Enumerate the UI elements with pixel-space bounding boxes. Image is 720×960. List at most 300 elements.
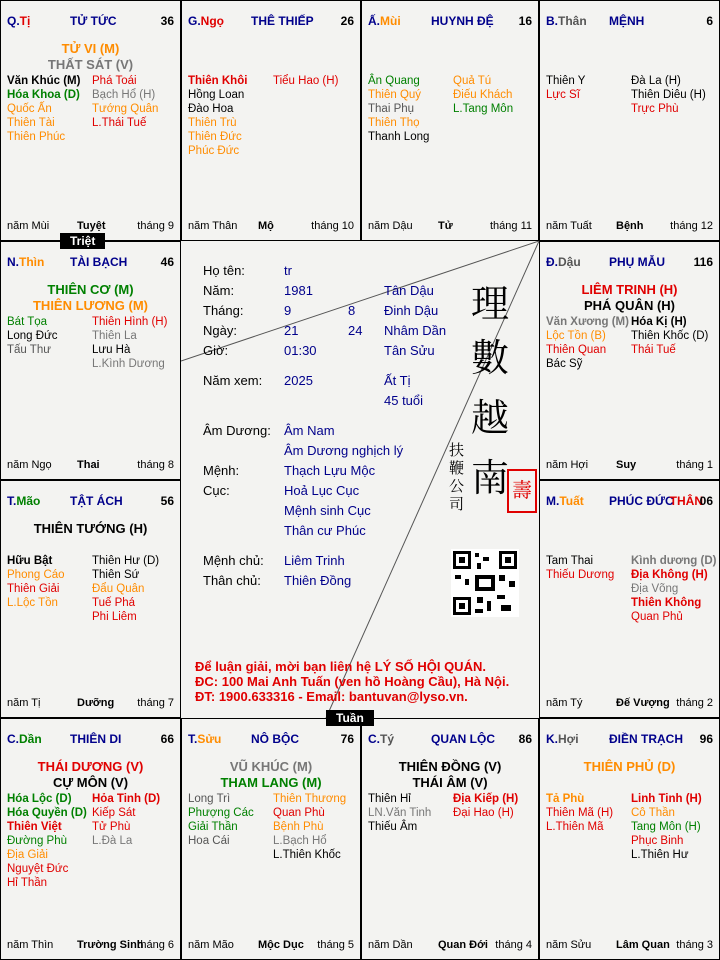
main-stars	[1, 759, 180, 791]
minor-star: Thiên Thương	[273, 793, 347, 805]
palace-name: MỆNH	[609, 14, 645, 28]
stem-text: C.	[7, 732, 19, 746]
palace-footer	[7, 939, 174, 953]
palace-year: năm Mùi	[7, 220, 50, 232]
minor-stars-right	[453, 792, 518, 820]
palace-stem	[368, 732, 394, 746]
minor-star: Lộc Tồn (B)	[546, 330, 606, 342]
palace-age: 06	[699, 494, 713, 508]
palace-stage: Mộ	[258, 220, 274, 232]
contact-line-3: ĐT: 1900.633316 - Email: bantuvan@lyso.vn.	[195, 689, 468, 704]
minor-star: Thiên Quan	[546, 344, 607, 356]
palace-name: THIÊN DI	[70, 732, 122, 746]
palace-year: năm Tị	[7, 697, 41, 709]
hour-lunar: Tân Sửu	[384, 343, 435, 358]
palace-year: năm Dậu	[368, 220, 413, 232]
palace-age: 76	[340, 732, 354, 746]
palace-header	[7, 732, 174, 748]
minor-star: Đào Hoa	[188, 103, 234, 115]
minor-star: Thiếu Âm	[368, 821, 418, 833]
palace-footer	[188, 220, 354, 234]
minor-star: Phượng Các	[188, 807, 254, 819]
palace-stem	[546, 732, 579, 746]
minor-star: Hóa Quyền (D)	[7, 807, 87, 819]
palace-cell-mui	[361, 0, 539, 241]
minor-star: Tấu Thư	[7, 344, 51, 356]
minor-star: Quốc Ấn	[7, 103, 52, 115]
day-solar: 21	[284, 323, 299, 338]
palace-age: 46	[160, 255, 174, 269]
minor-stars-left	[7, 792, 87, 890]
minor-star: Tuế Phá	[92, 597, 136, 609]
view-age: 45 tuổi	[384, 393, 424, 408]
year-lunar: Tân Dậu	[384, 283, 434, 298]
palace-name: TẬT ÁCH	[70, 494, 123, 508]
minor-star: Văn Xương (M)	[546, 316, 629, 328]
branch-text: Thân	[558, 14, 587, 28]
minor-star: Tiểu Hao (H)	[273, 75, 339, 87]
palace-header	[546, 255, 713, 271]
palace-footer	[546, 939, 713, 953]
stem-text: Đ.	[546, 255, 558, 269]
main-star: CỰ MÔN (V)	[52, 775, 129, 790]
minor-stars-right	[273, 792, 346, 862]
main-star: THÁI ÂM (V)	[412, 775, 488, 790]
palace-header	[546, 494, 713, 510]
palace-year: năm Hợi	[546, 459, 589, 471]
palace-age: 116	[693, 255, 713, 269]
palace-header	[546, 14, 713, 30]
palace-month: tháng 2	[676, 697, 713, 709]
minor-star: Giải Thần	[188, 821, 238, 833]
palace-cell-ty2	[361, 718, 539, 960]
minor-star: Đại Hao (H)	[453, 807, 514, 819]
palace-header	[546, 732, 713, 748]
minor-star: Phong Cáo	[7, 569, 65, 581]
cuc-note-2: Thân cư Phúc	[284, 523, 366, 538]
contact-line-2: ĐC: 100 Mai Anh Tuấn (ven hồ Hoàng Cầu), Hà Nội.	[195, 674, 510, 689]
minor-star: Lực Sĩ	[546, 89, 580, 101]
day-lunar: Nhâm Dần	[384, 323, 447, 338]
palace-stem	[188, 732, 221, 746]
palace-header	[7, 14, 174, 30]
palace-cell-suu	[181, 718, 361, 960]
minor-star: Hóa Lộc (D)	[7, 793, 72, 805]
minor-stars-right	[273, 74, 338, 88]
day-label: Ngày:	[203, 323, 237, 338]
qr-code-icon[interactable]	[451, 549, 519, 617]
minor-star: L.Kình Dương	[92, 358, 165, 370]
palace-header	[188, 732, 354, 748]
palace-header	[368, 732, 532, 748]
palace-stage: Lâm Quan	[616, 939, 670, 951]
palace-stem	[7, 732, 42, 746]
palace-year: năm Thìn	[7, 939, 54, 951]
main-stars	[540, 282, 719, 314]
minor-star: Quan Phù	[273, 807, 325, 819]
minor-star: Đường Phù	[7, 835, 67, 847]
minor-star: Thiên Sứ	[92, 569, 140, 581]
stem-text: B.	[546, 14, 558, 28]
minor-star: Thiên Quý	[368, 89, 422, 101]
seal-char-4: 南	[471, 456, 510, 500]
minor-star: Hóa Kị (H)	[631, 316, 687, 328]
minor-star: Lưu Hà	[92, 344, 131, 356]
main-star: TỬ VI (M)	[61, 41, 120, 56]
minor-star: Thiên Giải	[7, 583, 60, 595]
palace-month: tháng 5	[317, 939, 354, 951]
amduong-value: Âm Nam	[284, 423, 335, 438]
palace-age: 96	[699, 732, 713, 746]
main-stars	[1, 282, 180, 314]
palace-age: 56	[160, 494, 174, 508]
minor-star: L.Lộc Tồn	[7, 597, 58, 609]
stem-text: C.	[368, 732, 380, 746]
palace-footer	[7, 697, 174, 711]
palace-stem	[7, 255, 44, 269]
minor-star: Phi Liêm	[92, 611, 137, 623]
minor-star: Bạch Hổ (H)	[92, 89, 156, 101]
palace-stage: Đế Vượng	[616, 697, 670, 709]
minor-star: Bát Tọa	[7, 316, 48, 328]
minor-star: Thiên Khôi	[188, 75, 248, 87]
minor-stars-right	[92, 315, 167, 371]
cuc-label: Cục:	[203, 483, 230, 498]
main-star: THIÊN CƠ (M)	[47, 282, 134, 297]
palace-name: HUYNH ĐỆ	[431, 14, 494, 28]
minor-star: Thiên Diêu (H)	[631, 89, 706, 101]
minor-star: Thiên Đức	[188, 131, 242, 143]
palace-month: tháng 11	[489, 220, 532, 232]
branch-text: Dần	[19, 732, 42, 746]
palace-month: tháng 9	[137, 220, 174, 232]
minor-star: Thiên Hư (D)	[92, 555, 160, 567]
minor-star: Hữu Bật	[7, 555, 53, 567]
palace-cell-ty	[0, 0, 181, 241]
palace-year: năm Mão	[188, 939, 234, 951]
year-label: Năm:	[203, 283, 235, 298]
palace-footer	[368, 939, 532, 953]
branch-text: Hợi	[558, 732, 579, 746]
minor-star: Thiên Việt	[7, 821, 62, 833]
minor-star: Thiên Khốc (D)	[631, 330, 709, 342]
minor-stars-right	[631, 792, 702, 862]
palace-stem	[546, 14, 587, 28]
main-star: LIÊM TRINH (H)	[581, 282, 678, 297]
palace-cell-mao	[0, 480, 181, 718]
main-star: THIÊN PHỦ (D)	[583, 759, 676, 774]
triet-tag: Triệt	[60, 233, 105, 249]
minor-star: L.Thiên Mã	[546, 821, 604, 833]
palace-year: năm Tý	[546, 697, 583, 709]
minor-star: Tử Phù	[92, 821, 131, 833]
palace-stage: Mộc Dục	[258, 939, 304, 951]
palace-stage: Bệnh	[616, 220, 644, 232]
palace-age: 26	[340, 14, 354, 28]
cuc-value: Hoả Lục Cục	[284, 483, 360, 498]
month-lunar: Đinh Dậu	[384, 303, 439, 318]
minor-star: Đẩu Quân	[92, 583, 145, 595]
view-year-value: 2025	[284, 373, 313, 388]
minor-star: Phục Binh	[631, 835, 684, 847]
month-lunar-num: 8	[348, 303, 356, 318]
minor-stars-right	[631, 315, 708, 357]
palace-name: NÔ BỘC	[251, 732, 299, 746]
minor-stars-left	[546, 74, 585, 102]
minor-stars-left	[188, 74, 247, 158]
minor-star: Tả Phù	[546, 793, 585, 805]
stem-text: M.	[546, 494, 560, 508]
minor-stars-right	[92, 554, 159, 624]
minor-stars-left	[546, 554, 614, 582]
minor-star: Đà La (H)	[631, 75, 681, 87]
palace-age: 36	[160, 14, 174, 28]
branch-text: Tị	[19, 14, 31, 28]
palace-header	[7, 255, 174, 271]
minor-star: Kình dương (D)	[631, 555, 717, 567]
palace-month: tháng 8	[137, 459, 174, 471]
palace-name: TỬ TỨC	[70, 14, 117, 28]
main-star: THIÊN LƯƠNG (M)	[32, 298, 149, 313]
minor-star: Bác Sỹ	[546, 358, 583, 370]
minor-star: Thiên Hỉ	[368, 793, 411, 805]
palace-stage: Tuyệt	[77, 220, 106, 232]
minor-star: Thiếu Dương	[546, 569, 615, 581]
minor-star: Thiên Mã (H)	[546, 807, 614, 819]
minor-star: Kiếp Sát	[92, 807, 136, 819]
palace-footer	[7, 459, 174, 473]
main-star: THIÊN ĐỒNG (V)	[398, 759, 502, 774]
minor-star: L.Thiên Khốc	[273, 849, 341, 861]
palace-header	[7, 494, 174, 510]
branch-text: Dậu	[558, 255, 581, 269]
palace-stage: Trường Sinh	[77, 939, 144, 951]
minor-star: Long Đức	[7, 330, 58, 342]
minor-star: Trực Phù	[631, 103, 679, 115]
minor-star: Linh Tinh (H)	[631, 793, 702, 805]
minor-star: Tam Thai	[546, 555, 594, 567]
minor-star: L.Tang Môn	[453, 103, 514, 115]
minor-stars-right	[92, 792, 160, 848]
minor-stars-left	[7, 554, 65, 610]
minor-star: Thai Phụ	[368, 103, 415, 115]
stem-text: Q.	[7, 14, 20, 28]
minor-star: Phá Toái	[92, 75, 137, 87]
menh-label: Mệnh:	[203, 463, 240, 478]
main-star: THẤT SÁT (V)	[47, 57, 134, 72]
minor-star: Thiên Phúc	[7, 131, 66, 143]
palace-cell-tuat	[539, 480, 720, 718]
name-value: tr	[284, 263, 292, 278]
center-info-panel	[181, 241, 539, 718]
palace-footer	[188, 939, 354, 953]
palace-stem	[188, 14, 224, 28]
red-seal-icon: 壽	[507, 469, 537, 513]
palace-stage: Quan Đới	[438, 939, 488, 951]
minor-star: LN.Văn Tinh	[368, 807, 432, 819]
palace-year: năm Ngọ	[7, 459, 52, 471]
minor-star: Bệnh Phù	[273, 821, 324, 833]
thanchu-label: Thân chủ:	[203, 573, 261, 588]
minor-stars-left	[7, 74, 80, 144]
minor-star: Điếu Khách	[453, 89, 513, 101]
minor-star: Hồng Loan	[188, 89, 245, 101]
branch-text: Thìn	[19, 255, 45, 269]
minor-star: Văn Khúc (M)	[7, 75, 81, 87]
minor-stars-left	[7, 315, 58, 357]
minor-star: Ân Quang	[368, 75, 420, 87]
main-star: THIÊN TƯỚNG (H)	[33, 521, 148, 536]
palace-month: tháng 4	[495, 939, 532, 951]
palace-month: tháng 3	[676, 939, 713, 951]
palace-year: năm Dần	[368, 939, 413, 951]
minor-star: Cô Thần	[631, 807, 675, 819]
palace-year: năm Thân	[188, 220, 238, 232]
palace-stage: Tử	[438, 220, 453, 232]
palace-name: ĐIỀN TRẠCH	[609, 732, 683, 746]
palace-month: tháng 12	[670, 220, 713, 232]
stem-text: Ấ.	[368, 14, 380, 28]
amduong-label: Âm Dương:	[203, 423, 271, 438]
minor-star: Địa Không (H)	[631, 569, 708, 581]
branch-text: Sửu	[197, 732, 222, 746]
palace-month: tháng 7	[137, 697, 174, 709]
minor-stars-right	[453, 74, 513, 116]
tuan-tag: Tuần	[326, 710, 374, 726]
branch-text: Mùi	[380, 14, 401, 28]
month-label: Tháng:	[203, 303, 244, 318]
hour-label: Giờ:	[203, 343, 229, 358]
minor-star: Thiên Không	[631, 597, 702, 609]
menhchu-value: Liêm Trinh	[284, 553, 345, 568]
palace-month: tháng 10	[311, 220, 354, 232]
palace-stage: Dưỡng	[77, 697, 115, 709]
palace-stem	[7, 14, 30, 28]
month-solar: 9	[284, 303, 292, 318]
thanchu-value: Thiên Đồng	[284, 573, 352, 588]
main-star: THÁI DƯƠNG (V)	[37, 759, 144, 774]
contact-info	[195, 659, 509, 704]
palace-name: PHÚC ĐỨC	[609, 494, 674, 508]
palace-age: 6	[706, 14, 713, 28]
branch-text: Tý	[380, 732, 395, 746]
main-star: PHÁ QUÂN (H)	[584, 298, 675, 313]
minor-star: Tang Môn (H)	[631, 821, 701, 833]
palace-stem	[546, 255, 581, 269]
minor-star: Thái Tuế	[631, 344, 676, 356]
palace-stem	[368, 14, 401, 28]
year-solar: 1981	[284, 283, 313, 298]
palace-cell-than	[539, 0, 720, 241]
minor-stars-right	[92, 74, 158, 130]
palace-stem	[546, 494, 584, 508]
minor-stars-right	[631, 74, 706, 116]
minor-stars-left	[368, 792, 431, 834]
palace-cell-thin	[0, 241, 181, 480]
menhchu-label: Mệnh chủ:	[203, 553, 264, 568]
minor-star: L.Thiên Hư	[631, 849, 689, 861]
main-stars	[362, 759, 538, 791]
palace-footer	[546, 697, 713, 711]
palace-footer	[7, 220, 174, 234]
palace-age: 16	[518, 14, 532, 28]
minor-star: L.Bạch Hổ	[273, 835, 327, 847]
minor-star: Hóa Khoa (D)	[7, 89, 80, 101]
palace-year: năm Sửu	[546, 939, 592, 951]
palace-footer	[546, 459, 713, 473]
minor-stars-left	[546, 315, 629, 371]
palace-month: tháng 6	[137, 939, 174, 951]
palace-stem	[7, 494, 40, 508]
seal-char-2: 數	[471, 336, 510, 380]
than-marker: THÂN	[669, 494, 703, 508]
minor-star: Hoa Cái	[188, 835, 230, 847]
main-stars	[1, 41, 180, 73]
main-stars	[540, 759, 719, 775]
branch-text: Tuất	[559, 494, 584, 508]
seal-char-1: 理	[471, 282, 510, 326]
palace-year: năm Tuất	[546, 220, 592, 232]
palace-stage: Suy	[616, 459, 637, 471]
minor-star: Quan Phủ	[631, 611, 683, 623]
minor-star: L.Thái Tuế	[92, 117, 147, 129]
palace-name: TÀI BẠCH	[70, 255, 128, 269]
minor-star: Thiên Tài	[7, 117, 55, 129]
minor-star: Long Trì	[188, 793, 231, 805]
main-stars	[182, 759, 360, 791]
view-year-lunar: Ất Tị	[384, 373, 411, 388]
branch-text: Mão	[16, 494, 41, 508]
day-lunar-num: 24	[348, 323, 363, 338]
minor-star: Quả Tú	[453, 75, 492, 87]
minor-stars-right	[631, 554, 716, 624]
palace-name: PHỤ MẪU	[609, 255, 665, 269]
stem-text: T.	[188, 732, 198, 746]
company-vertical-text: 扶鞭公司	[449, 441, 465, 513]
main-star: THAM LANG (M)	[220, 775, 322, 790]
palace-header	[188, 14, 354, 30]
stem-text: N.	[7, 255, 19, 269]
palace-month: tháng 1	[676, 459, 713, 471]
minor-star: L.Đà La	[92, 835, 133, 847]
hour-value: 01:30	[284, 343, 317, 358]
minor-star: Hỉ Thần	[7, 877, 48, 889]
name-label: Họ tên:	[203, 263, 245, 278]
minor-star: Địa Giải	[7, 849, 48, 861]
minor-stars-left	[546, 792, 613, 834]
palace-footer	[368, 220, 532, 234]
palace-footer	[546, 220, 713, 234]
minor-star: Thiên Hình (H)	[92, 316, 168, 328]
view-year-label: Năm xem:	[203, 373, 263, 388]
main-stars	[1, 521, 180, 537]
palace-cell-ngo	[181, 0, 361, 241]
minor-star: Phúc Đức	[188, 145, 240, 157]
amduong-note: Âm Dương nghịch lý	[284, 443, 404, 458]
main-star: VŨ KHÚC (M)	[229, 759, 313, 774]
palace-name: THÊ THIẾP	[251, 14, 314, 28]
palace-name: QUAN LỘC	[431, 732, 495, 746]
branch-text: Ngọ	[200, 14, 224, 28]
minor-star: Địa Kiếp (H)	[453, 793, 519, 805]
palace-header	[368, 14, 532, 30]
stem-text: T.	[7, 494, 17, 508]
palace-age: 86	[518, 732, 532, 746]
minor-star: Thanh Long	[368, 131, 430, 143]
seal-char-3: 越	[471, 396, 510, 440]
minor-star: Thiên Trù	[188, 117, 237, 129]
minor-stars-left	[188, 792, 254, 848]
